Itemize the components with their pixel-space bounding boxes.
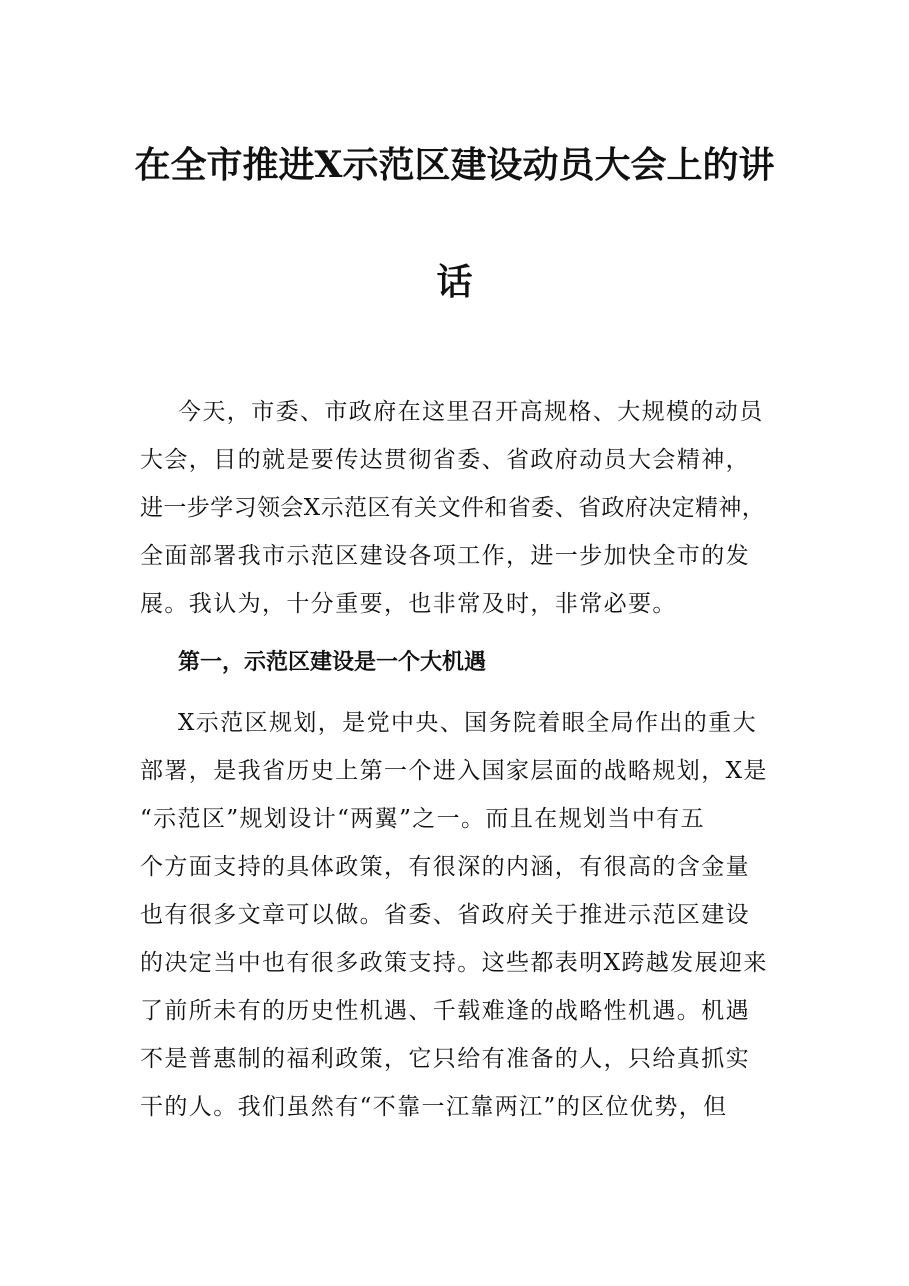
paragraph-2-line-3: “示范区”规划设计“两翼”之一。而且在规划当中有五 [140, 806, 706, 832]
paragraph-2-line-4: 个方面支持的具体政策，有很深的内涵，有很高的含金量 [140, 854, 750, 880]
paragraph-2-line-5: 也有很多文章可以做。省委、省政府关于推进示范区建设 [140, 902, 750, 928]
document-title-line-1: 在全市推进X示范区建设动员大会上的讲 [134, 144, 775, 186]
paragraph-1-line-3: 进一步学习领会X示范区有关文件和省委、省政府决定精神， [140, 495, 766, 521]
paragraph-1-line-2: 大会，目的就是要传达贯彻省委、省政府动员大会精神， [140, 447, 750, 473]
document-title-line-2: 话 [436, 261, 473, 303]
paragraph-1-line-1: 今天，市委、市政府在这里召开高规格、大规模的动员 [178, 399, 764, 425]
paragraph-1-line-4: 全面部署我市示范区建设各项工作，进一步加快全市的发 [140, 543, 750, 569]
section-heading-1: 第一，示范区建设是一个大机遇 [178, 650, 487, 675]
paragraph-2-line-9: 干的人。我们虽然有“不靠一江靠两江”的区位优势，但 [140, 1094, 728, 1120]
paragraph-1-line-5: 展。我认为，十分重要，也非常及时，非常必要。 [140, 591, 677, 617]
paragraph-2-line-1: X示范区规划，是党中央、国务院着眼全局作出的重大 [178, 710, 757, 736]
paragraph-2-line-8: 不是普惠制的福利政策，它只给有准备的人，只给真抓实 [140, 1046, 750, 1072]
paragraph-2-line-2: 部署，是我省历史上第一个进入国家层面的战略规划，X是 [140, 758, 768, 784]
paragraph-2-line-7: 了前所未有的历史性机遇、千载难逢的战略性机遇。机遇 [140, 998, 750, 1024]
paragraph-2-line-6: 的决定当中也有很多政策支持。这些都表明X跨越发展迎来 [140, 950, 768, 976]
